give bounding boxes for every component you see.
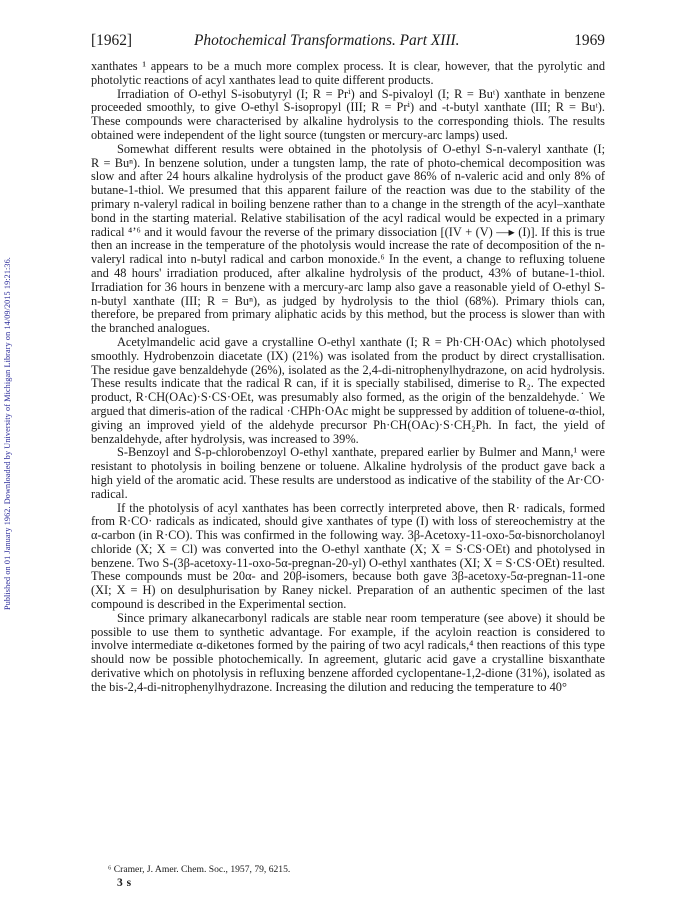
header-title: Photochemical Transformations. Part XIII. (194, 32, 460, 49)
running-header (91, 32, 605, 52)
article-body (91, 60, 605, 695)
paragraph-alkanecarbonyl: Since primary alkanecarbonyl radicals are stable near room temperature (see above) it should be possible to use them to synthetic advantage. For example, if the acyloin reaction is considered to involve intermediate α-diketones formed by the pairing of two acyl radicals,⁴ then reactions of this type should now be possible photochemically. In agreement, glutaric acid gave a crystalline bisxanthate derivative which on photolysis in refluxing benzene afforded cyclopentane-1,2-dione (31%), isolated as the bis-2,4-di-nitrophenylhydrazone. Increasing the dilution and reducing the temperature to 40° (91, 610, 605, 694)
page-number: 1969 (574, 32, 605, 49)
header-year: [1962] (91, 32, 133, 49)
paragraph-irradiation: Irradiation of O-ethyl S-isobutyryl (I; R = Prⁱ) and S-pivaloyl (I; R = Buᵗ) xanthate in benzene proceeded smoothly, to give O-ethyl S-isopropyl (III; R = Prⁱ) and -t-butyl xanthate (III; R = Buᵗ). These compounds were characterised by alkaline hydrolysis to the corresponding thiols. The results obtained were independent of the light source (tungsten or mercury-arc lamps) used. (91, 86, 605, 142)
signature-mark: 3 s (117, 877, 132, 889)
paragraph-continuation: xanthates ¹ appears to be a much more complex process. It is clear, however, that the pyrolytic and photolytic reactions of acyl xanthates lead to quite different products. (91, 59, 605, 87)
watermark-text: Published on 01 January 1962. Downloaded by University of Michigan Library on 14/09/2015 19:21:36. (3, 257, 12, 610)
paragraph-acetylmandelic: Acetylmandelic acid gave a crystalline O-ethyl xanthate (I; R = Ph·CH·OAc) which photolysed smoothly. Hydrobenzoin diacetate (IX) (21%) was isolated from the product by direct crystallisation. The residue gave benzaldehyde (26%), isolated as the 2,4-di-nitrophenylhydrazone, on acid hydrolysis. These results indicate that the radical R can, if it is specially stabilised, dimerise to R₂. The expected product, R·CH(OAc)·S·CS·OEt, was presumably also formed, as the origin of the benzaldehyde.˙ We argued that dimeris-ation of the radical ·CHPh·OAc might be suppressed by addition of toluene-α-thiol, giving an improved yield of the aldehyde precursor Ph·CH(OAc)·S·CH₂Ph. In fact, the yield of benzaldehyde, after hydrolysis, was increased to 39%. (91, 334, 605, 446)
footnote: ⁶ Cramer, J. Amer. Chem. Soc., 1957, 79, 6215. (108, 864, 291, 875)
paragraph-stereochemistry: If the photolysis of acyl xanthates has been correctly interpreted above, then R· radicals, formed from R·CO· radicals as indicated, should give xanthates of type (I) with loss of stereochemistry at the α-carbon (in R·CO). This was confirmed in the following way. 3β-Acetoxy-11-oxo-5α-bisnorcholanoyl chloride (X; X = Cl) was converted into the O-ethyl xanthate (X; X = S·CS·OEt) and photolysed in benzene. Two S-(3β-acetoxy-11-oxo-5α-pregnan-20-yl) O-ethyl xanthates (XI; X = S·CS·OEt) resulted. These compounds must be 20α- and 20β-isomers, because both gave 3β-acetoxy-5α-pregnan-11-one (XI; X = H) on desulphurisation by Raney nickel. Preparation of an authentic specimen of the last compound is described in the Experimental section. (91, 500, 605, 612)
download-watermark (1, 90, 19, 610)
paragraph-benzoyl: S-Benzoyl and S-p-chlorobenzoyl O-ethyl xanthate, prepared earlier by Bulmer and Mann,¹ were resistant to photolysis in boiling benzene or toluene. Alkaline hydrolysis of the product gave back a high yield of the aromatic acid. These results are understood as indicative of the stability of the Ar·CO· radical. (91, 445, 605, 501)
paragraph-valeryl: Somewhat different results were obtained in the photolysis of O-ethyl S-n-valeryl xanthate (I; R = Buⁿ). In benzene solution, under a tungsten lamp, the rate of photo-chemical decomposition was slow and after 24 hours alkaline hydrolysis of the product gave 86% of n-valeric acid and only 8% of butane-1-thiol. We presumed that this apparent failure of the reaction was due to the stability of the primary n-valeryl radical in boiling benzene rather than to a change in the strength of the acyl–xanthate bond in the starting material. Relative stabilisation of the acyl radical would be expected in a primary radical ⁴ʼ⁶ and it would favour the reverse of the primary dissociation [(IV + (V) —▸ (I)]. If this is true then an increase in the temperature of the photolysis would increase the rate of decomposition of the n-valeryl radical into n-butyl radical and carbon monoxide.⁶ In the event, a change to refluxing toluene and 48 hours' irradiation produced, after alkaline hydrolysis of the product, 43% of butane-1-thiol. Irradiation for 36 hours in benzene with a mercury-arc lamp also gave a reasonable yield of O-ethyl S-n-butyl xanthate (III; R = Buⁿ), as judged by hydrolysis to the thiol (68%). Primary thiols can, therefore, be prepared from primary aliphatic acids by this method, but the process is slower than with the branched analogues. (91, 141, 605, 336)
